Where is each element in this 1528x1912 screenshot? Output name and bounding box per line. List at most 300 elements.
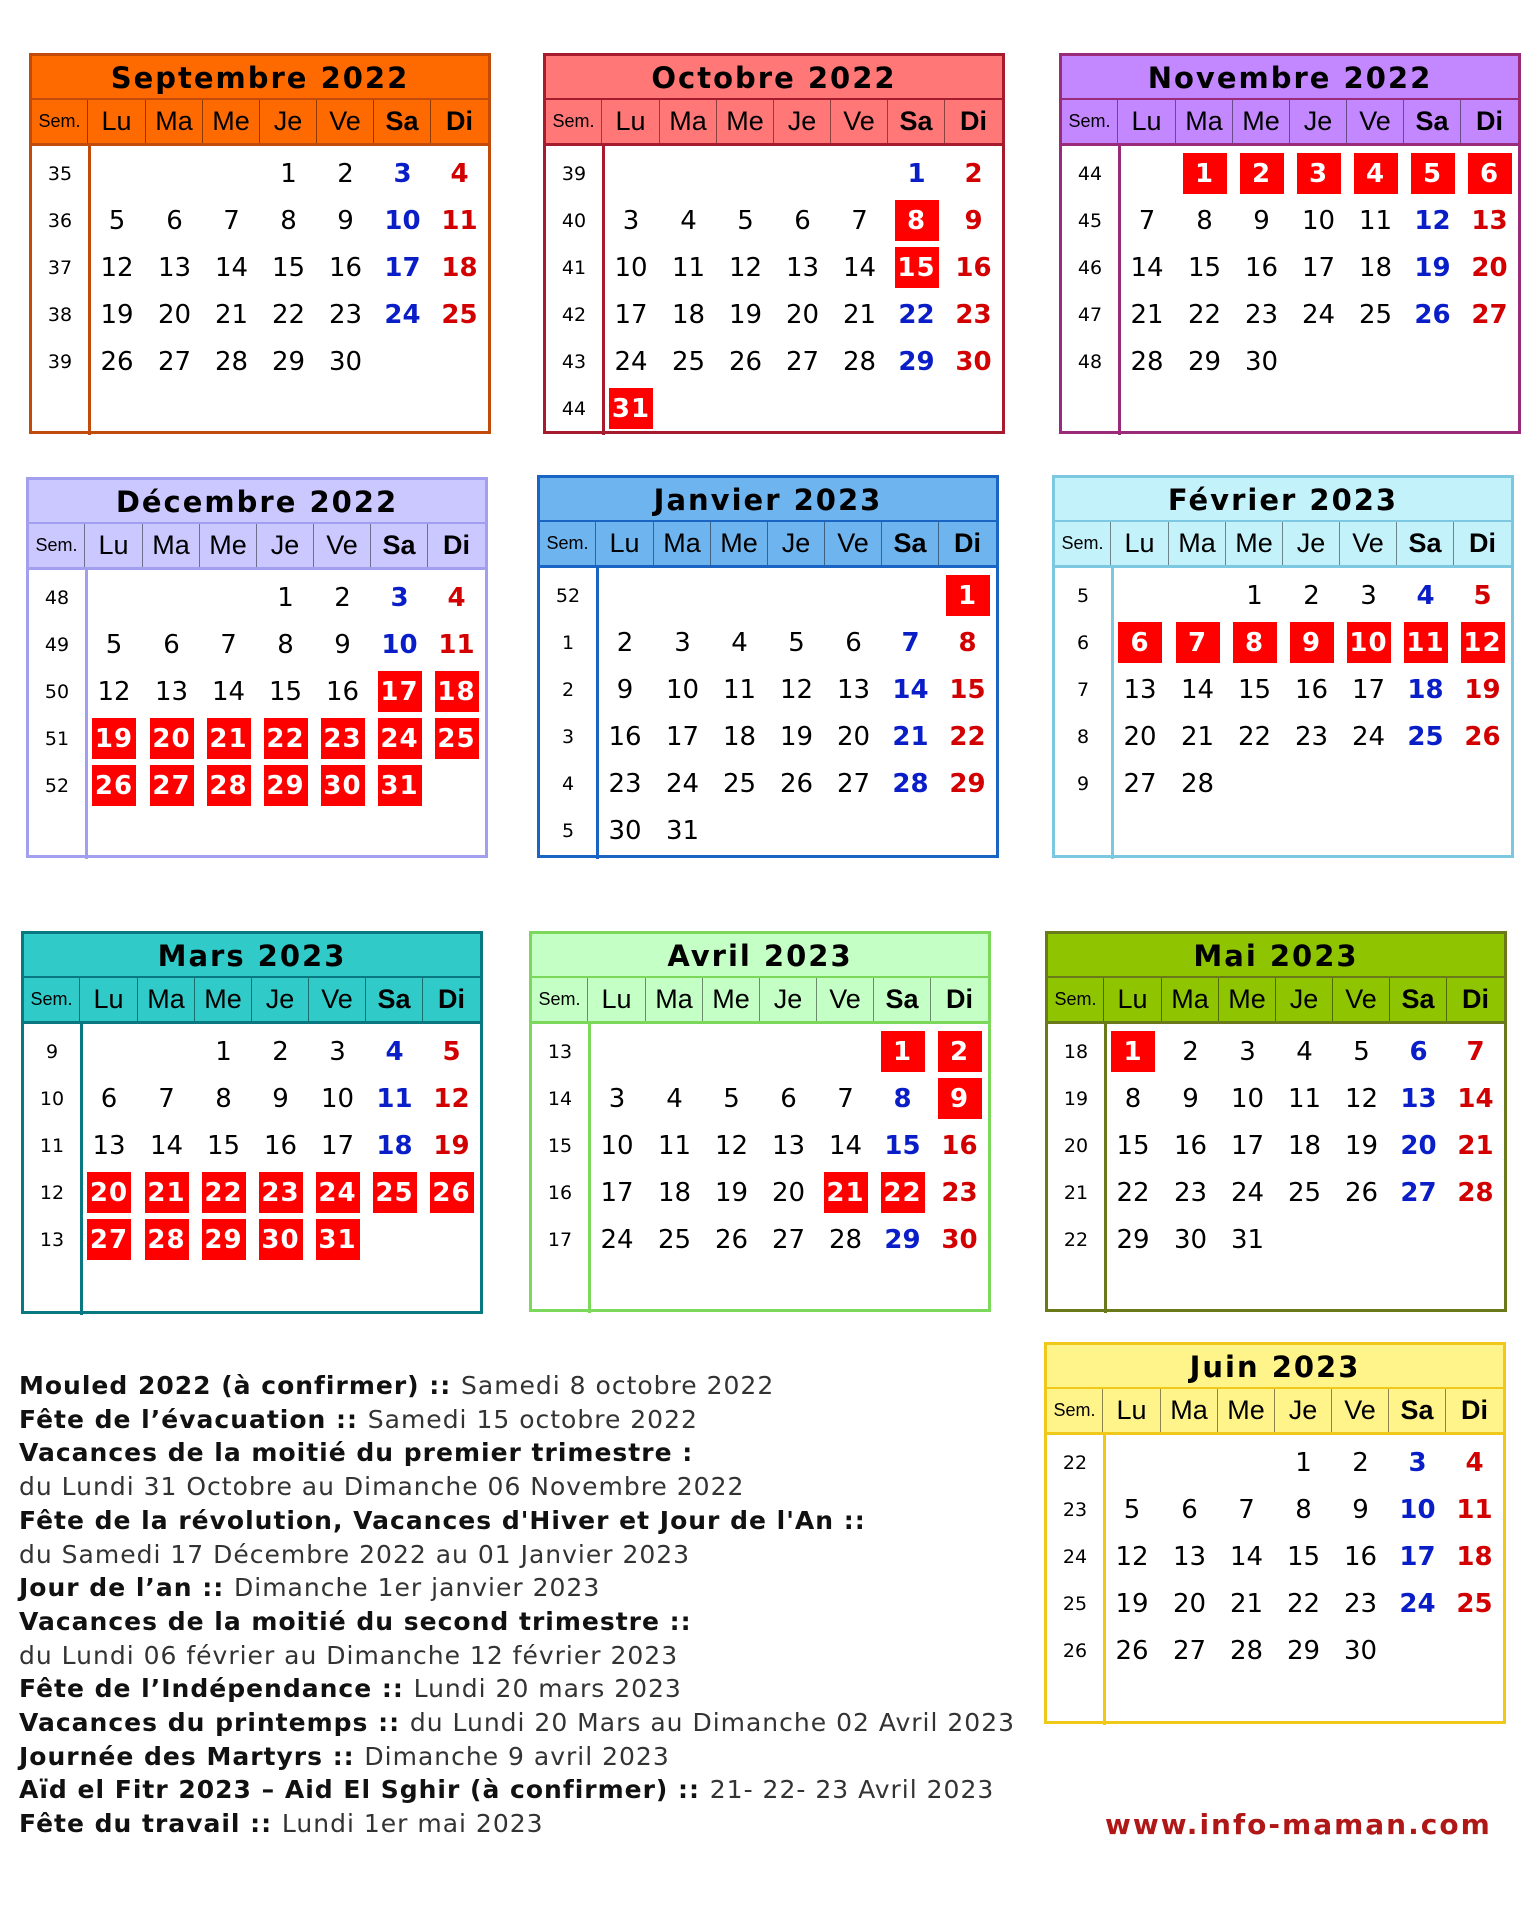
week-column-separator [80, 1024, 83, 1315]
empty-cell [654, 572, 711, 619]
day-cell: 3 [1239, 1036, 1256, 1067]
day-cell: 29 [1116, 1224, 1150, 1255]
week-row [1048, 1028, 1504, 1075]
week-number: 10 [39, 1087, 65, 1110]
day-cell: 13 [1400, 1083, 1437, 1114]
note-line [19, 1773, 1039, 1807]
note-line [19, 1571, 1039, 1605]
weekday-header: Sa [888, 100, 945, 143]
note-label: Journée des Martyrs :: [19, 1741, 365, 1771]
holiday-day: 12 [1461, 622, 1505, 663]
empty-cell [817, 1028, 874, 1075]
holiday-day: 22 [202, 1172, 246, 1213]
day-cell: 3 [608, 1083, 626, 1114]
week-number: 39 [47, 350, 73, 373]
note-line [19, 1605, 1039, 1639]
day-cell: 16 [1343, 1541, 1378, 1572]
empty-cell [431, 338, 488, 385]
day-cell: 11 [722, 674, 757, 705]
month-title: Novembre 2022 [1062, 56, 1518, 100]
day-cell: 23 [608, 768, 642, 799]
day-cell [200, 715, 257, 762]
weekday-header-row [32, 100, 488, 146]
empty-cell [1118, 150, 1176, 197]
day-cell [195, 1216, 252, 1263]
day-cell: 15 [949, 674, 986, 705]
day-cell: 2 [1182, 1036, 1199, 1067]
week-row [1055, 619, 1511, 666]
empty-cell [825, 807, 882, 854]
weekday-header: Di [1476, 106, 1503, 136]
weekday-header: Me [703, 978, 760, 1021]
day-cell: 26 [714, 1224, 749, 1255]
day-cell: 23 [1244, 299, 1279, 330]
day-cell [1176, 150, 1233, 197]
week-number: 38 [47, 303, 73, 326]
empty-cell [1226, 760, 1283, 807]
day-cell: 3 [674, 627, 691, 658]
day-cell [1461, 150, 1518, 197]
week-row [532, 1122, 988, 1169]
day-cell: 18 [441, 252, 478, 283]
day-cell: 24 [1399, 1588, 1436, 1619]
weekday-header: Lu [1103, 1389, 1161, 1432]
week-row [32, 150, 488, 197]
note-value: du Samedi 17 Décembre 2022 au 01 Janvier 2023 [19, 1539, 691, 1569]
weekday-header: Je [260, 100, 317, 143]
empty-cell [1446, 1627, 1503, 1674]
day-cell: 17 [665, 721, 700, 752]
holiday-day: 27 [150, 765, 194, 806]
day-cell: 28 [828, 1224, 863, 1255]
weekday-header: Ma [1176, 100, 1233, 143]
weekday-header: Ma [1161, 1389, 1218, 1432]
month-title: Septembre 2022 [32, 56, 488, 100]
day-cell: 16 [263, 1130, 298, 1161]
day-cell: 10 [600, 1130, 634, 1161]
weekday-header-row [1062, 100, 1518, 146]
day-cell: 26 [100, 346, 134, 377]
holiday-day: 28 [207, 765, 251, 806]
weekday-header: Lu [1104, 978, 1162, 1021]
note-line [19, 1639, 1039, 1673]
weekday-header: Me [1226, 522, 1283, 565]
weekday-header: Lu [602, 100, 660, 143]
empty-cell [1397, 760, 1454, 807]
weekday-header: Ve [314, 524, 371, 567]
week-row [29, 715, 485, 762]
day-cell: 9 [616, 674, 634, 705]
day-cell: 30 [328, 346, 363, 377]
week-row [29, 621, 485, 668]
day-cell: 3 [390, 582, 409, 613]
day-cell: 14 [828, 1130, 863, 1161]
week-row [540, 619, 996, 666]
day-cell: 25 [1358, 299, 1393, 330]
day-cell: 12 [1115, 1541, 1149, 1572]
weekday-header: Ve [1332, 1389, 1389, 1432]
weekday-header: Ve [317, 100, 374, 143]
week-row [24, 1028, 480, 1075]
weekday-header: Lu [88, 100, 146, 143]
weekday-header-row [1055, 522, 1511, 568]
week-number: 24 [1062, 1545, 1088, 1568]
day-cell: 12 [728, 252, 763, 283]
weekday-header: Ve [817, 978, 874, 1021]
day-cell: 15 [1237, 674, 1272, 705]
holiday-day: 22 [264, 718, 308, 759]
month-title: Janvier 2023 [540, 478, 996, 522]
day-cell: 5 [788, 627, 805, 658]
empty-cell [945, 385, 1002, 432]
day-cell: 7 [1238, 1494, 1255, 1525]
holiday-day: 31 [378, 765, 422, 806]
day-cell [1347, 150, 1404, 197]
note-value: du Lundi 31 Octobre au Dimanche 06 Novembre 2022 [19, 1472, 745, 1502]
day-cell: 5 [1353, 1036, 1370, 1067]
month-calendar [1059, 53, 1521, 434]
day-cell [138, 1169, 195, 1216]
empty-cell [1276, 1216, 1333, 1263]
note-value: Lundi 1er mai 2023 [281, 1809, 544, 1839]
holiday-day: 7 [1176, 622, 1220, 663]
empty-cell [1218, 1439, 1275, 1486]
day-cell: 15 [1116, 1130, 1150, 1161]
day-cell [85, 762, 143, 809]
day-cell: 4 [1465, 1447, 1484, 1478]
day-cell: 23 [328, 299, 363, 330]
day-cell: 18 [1358, 252, 1393, 283]
day-cell: 29 [271, 346, 306, 377]
day-cell: 28 [842, 346, 877, 377]
day-cell: 25 [1287, 1177, 1322, 1208]
day-cell: 21 [1457, 1130, 1494, 1161]
day-cell: 3 [622, 205, 640, 236]
empty-cell [1161, 1439, 1218, 1486]
empty-cell [1461, 338, 1518, 385]
week-row [29, 668, 485, 715]
day-cell: 16 [955, 252, 992, 283]
empty-cell [1283, 760, 1340, 807]
week-number-header: Sem. [1055, 522, 1111, 565]
day-cell [195, 1169, 252, 1216]
day-cell: 14 [149, 1130, 184, 1161]
day-cell: 26 [1344, 1177, 1379, 1208]
day-cell: 4 [1416, 580, 1435, 611]
week-number: 41 [561, 256, 587, 279]
week-number: 26 [1062, 1639, 1088, 1662]
day-cell: 2 [334, 582, 351, 613]
day-cell [1111, 619, 1169, 666]
holiday-day: 26 [92, 765, 136, 806]
day-cell: 13 [92, 1130, 126, 1161]
day-cell: 5 [723, 1083, 740, 1114]
week-number: 48 [1077, 350, 1103, 373]
day-cell: 7 [158, 1083, 175, 1114]
weekday-header: Di [446, 106, 473, 136]
weekday-header: Je [257, 524, 314, 567]
day-cell: 30 [1244, 346, 1279, 377]
day-cell: 16 [328, 252, 363, 283]
month-title: Mars 2023 [24, 934, 480, 978]
day-cell [138, 1216, 195, 1263]
day-cell [1404, 150, 1461, 197]
day-cell: 16 [325, 676, 360, 707]
day-cell: 11 [441, 205, 478, 236]
week-number: 1 [561, 631, 575, 654]
day-cell: 20 [1123, 721, 1157, 752]
day-cell [80, 1169, 138, 1216]
weekday-header: Ma [646, 978, 703, 1021]
empty-cell [760, 1028, 817, 1075]
holiday-day: 15 [895, 247, 939, 288]
empty-cell [831, 150, 888, 197]
day-cell: 26 [728, 346, 763, 377]
day-cell: 14 [1229, 1541, 1264, 1572]
week-row [1048, 1075, 1504, 1122]
empty-cell [203, 150, 260, 197]
day-cell: 22 [1286, 1588, 1321, 1619]
month-calendar [1045, 931, 1507, 1312]
day-cell: 9 [964, 205, 983, 236]
week-column-separator [88, 146, 91, 435]
day-cell [939, 572, 996, 619]
weekday-header: Ve [831, 100, 888, 143]
weekday-header: Sa [1389, 1389, 1446, 1432]
day-cell: 26 [1464, 721, 1501, 752]
week-number: 17 [547, 1228, 573, 1251]
day-cell [931, 1075, 988, 1122]
month-title: Avril 2023 [532, 934, 988, 978]
holiday-day: 1 [1183, 153, 1227, 194]
note-value: du Lundi 06 février au Dimanche 12 février 2023 [19, 1640, 679, 1670]
day-cell: 15 [268, 676, 303, 707]
week-number-header: Sem. [32, 100, 88, 143]
weekday-header: Ma [660, 100, 717, 143]
empty-cell [703, 1028, 760, 1075]
weekday-header: Ve [825, 522, 882, 565]
weekday-header: Di [443, 530, 470, 560]
day-cell: 22 [1237, 721, 1272, 752]
empty-cell [374, 338, 431, 385]
day-cell [423, 1169, 480, 1216]
day-cell: 13 [1471, 205, 1508, 236]
weekday-header: Me [717, 100, 774, 143]
day-cell: 17 [1351, 674, 1386, 705]
day-cell: 2 [1352, 1447, 1369, 1478]
day-cell: 27 [1400, 1177, 1437, 1208]
day-cell: 8 [893, 1083, 912, 1114]
note-value: Dimanche 1er janvier 2023 [234, 1573, 601, 1603]
website-link[interactable]: www.info-maman.com [1105, 1808, 1492, 1841]
weekday-header: Je [760, 978, 817, 1021]
holiday-day: 31 [609, 388, 653, 429]
day-cell: 21 [1229, 1588, 1264, 1619]
day-cell [200, 762, 257, 809]
weekday-header: Sa [1404, 100, 1461, 143]
day-cell: 6 [1409, 1036, 1428, 1067]
week-row [1047, 1439, 1503, 1486]
holiday-day: 29 [264, 765, 308, 806]
week-row [1047, 1486, 1503, 1533]
empty-cell [660, 150, 717, 197]
empty-cell [939, 807, 996, 854]
day-cell [257, 715, 314, 762]
day-cell: 5 [105, 629, 123, 660]
note-label: Fête de l’évacuation :: [19, 1404, 368, 1434]
day-cell: 16 [1294, 674, 1329, 705]
day-cell: 28 [1457, 1177, 1494, 1208]
week-number-header: Sem. [1048, 978, 1104, 1021]
day-cell: 24 [1301, 299, 1336, 330]
day-cell: 7 [1138, 205, 1156, 236]
day-cell: 14 [1180, 674, 1215, 705]
day-cell: 8 [280, 205, 297, 236]
day-cell: 27 [836, 768, 871, 799]
weekday-header: Lu [1118, 100, 1176, 143]
week-row [1048, 1122, 1504, 1169]
week-row [540, 666, 996, 713]
week-column-separator [596, 568, 599, 859]
holiday-day: 30 [259, 1219, 303, 1260]
week-number: 16 [547, 1181, 573, 1204]
week-row [24, 1122, 480, 1169]
day-cell: 11 [438, 629, 475, 660]
holiday-day: 10 [1347, 622, 1391, 663]
day-cell: 27 [1123, 768, 1157, 799]
week-number: 19 [1063, 1087, 1089, 1110]
empty-cell [423, 1216, 480, 1263]
note-line [19, 1807, 1039, 1841]
week-number: 3 [561, 725, 575, 748]
day-cell: 27 [785, 346, 820, 377]
day-cell: 16 [1244, 252, 1279, 283]
day-cell: 5 [737, 205, 754, 236]
empty-cell [774, 150, 831, 197]
month-calendar [543, 53, 1005, 434]
day-cell: 29 [1286, 1635, 1321, 1666]
week-row [1048, 1216, 1504, 1263]
day-cell: 28 [1229, 1635, 1264, 1666]
holiday-day: 23 [321, 718, 365, 759]
week-row [546, 197, 1002, 244]
day-cell: 12 [1344, 1083, 1379, 1114]
day-cell: 4 [1296, 1036, 1313, 1067]
day-cell: 24 [600, 1224, 634, 1255]
month-calendar [1044, 1342, 1506, 1724]
weekday-header: Lu [80, 978, 138, 1021]
day-cell [252, 1169, 309, 1216]
day-cell: 26 [1115, 1635, 1149, 1666]
day-cell: 25 [441, 299, 478, 330]
day-cell: 24 [384, 299, 421, 330]
weekday-header: Me [711, 522, 768, 565]
day-cell: 2 [272, 1036, 289, 1067]
day-cell: 17 [1399, 1541, 1436, 1572]
weekday-header: Je [252, 978, 309, 1021]
weekday-header: Sa [882, 522, 939, 565]
holiday-day: 1 [1111, 1031, 1155, 1072]
day-cell: 2 [337, 158, 354, 189]
day-cell: 4 [666, 1083, 683, 1114]
day-cell: 22 [271, 299, 306, 330]
day-cell: 13 [785, 252, 820, 283]
weekday-header: Je [1276, 978, 1333, 1021]
week-row [532, 1028, 988, 1075]
day-cell: 18 [1287, 1130, 1322, 1161]
week-row [546, 150, 1002, 197]
day-cell: 14 [1457, 1083, 1494, 1114]
week-row [1062, 150, 1518, 197]
day-cell: 22 [1116, 1177, 1150, 1208]
weekday-header-row [532, 978, 988, 1024]
day-cell: 19 [728, 299, 763, 330]
day-cell: 2 [964, 158, 983, 189]
day-cell: 22 [949, 721, 986, 752]
day-cell: 6 [166, 205, 183, 236]
day-cell: 21 [842, 299, 877, 330]
day-cell: 11 [1358, 205, 1393, 236]
day-cell [874, 1169, 931, 1216]
note-label: Aïd el Fitr 2023 – Aid El Sghir (à confirmer) :: [19, 1775, 710, 1805]
day-cell: 25 [657, 1224, 692, 1255]
day-cell [1397, 619, 1454, 666]
week-row [32, 244, 488, 291]
day-cell: 5 [1473, 580, 1492, 611]
day-cell: 16 [608, 721, 642, 752]
day-cell: 6 [794, 205, 811, 236]
day-cell: 19 [1464, 674, 1501, 705]
note-line [19, 1740, 1039, 1774]
week-row [540, 760, 996, 807]
day-cell [1169, 619, 1226, 666]
weekday-header: Di [1461, 1395, 1488, 1425]
day-cell: 8 [1196, 205, 1213, 236]
week-number: 6 [1076, 631, 1090, 654]
day-cell: 2 [616, 627, 634, 658]
day-cell: 3 [1360, 580, 1377, 611]
week-number: 13 [39, 1228, 65, 1251]
day-cell: 10 [381, 629, 418, 660]
day-cell: 7 [223, 205, 240, 236]
day-cell: 19 [779, 721, 814, 752]
weekday-header: Di [438, 984, 465, 1014]
day-cell: 12 [714, 1130, 749, 1161]
empty-cell [768, 572, 825, 619]
day-cell: 19 [1344, 1130, 1379, 1161]
empty-cell [882, 807, 939, 854]
day-cell: 17 [384, 252, 421, 283]
month-title: Février 2023 [1055, 478, 1511, 522]
day-cell [888, 197, 945, 244]
weekday-header: Ma [143, 524, 200, 567]
day-cell: 30 [1343, 1635, 1378, 1666]
day-cell: 12 [779, 674, 814, 705]
week-number: 47 [1077, 303, 1103, 326]
week-column-separator [602, 146, 605, 435]
day-cell: 14 [892, 674, 929, 705]
week-row [1055, 572, 1511, 619]
day-cell: 18 [376, 1130, 413, 1161]
empty-cell [1103, 1439, 1161, 1486]
holidays-notes [19, 1369, 1039, 1841]
note-label: Vacances du printemps :: [19, 1708, 410, 1738]
day-cell: 6 [845, 627, 862, 658]
day-cell: 18 [722, 721, 757, 752]
week-row [24, 1216, 480, 1263]
holiday-day: 27 [87, 1219, 131, 1260]
day-cell: 14 [1130, 252, 1164, 283]
